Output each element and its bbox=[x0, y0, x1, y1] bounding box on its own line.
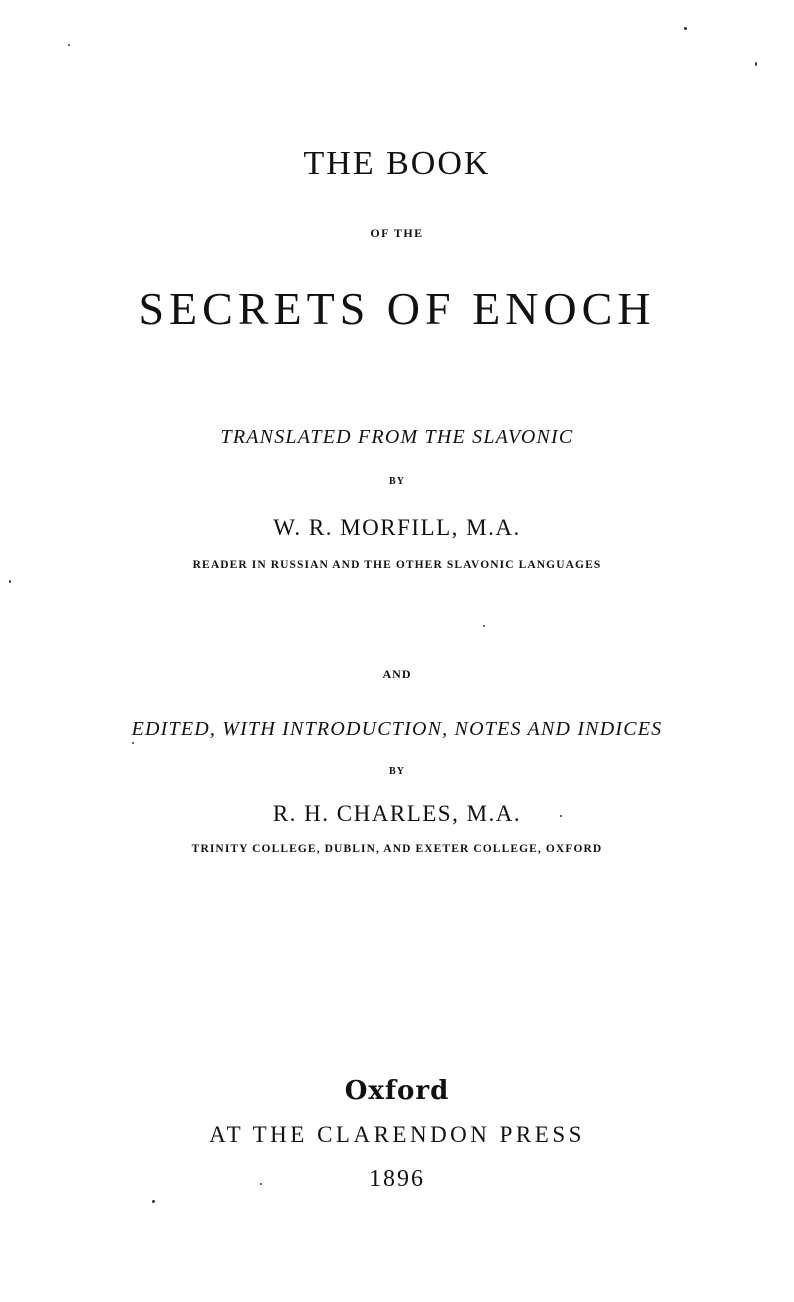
scan-speck bbox=[68, 44, 70, 46]
scan-speck bbox=[152, 1200, 155, 1203]
publication-year: 1896 bbox=[369, 1166, 425, 1192]
scan-speck bbox=[9, 580, 11, 583]
editor-affiliation: TRINITY COLLEGE, DUBLIN, AND EXETER COLLEGE, OXFORD bbox=[191, 843, 603, 855]
scan-speck bbox=[483, 625, 485, 627]
imprint-place: Oxford bbox=[344, 1076, 450, 1106]
title-line-2: SECRETS OF ENOCH bbox=[138, 283, 656, 334]
by-label-editor: BY bbox=[389, 766, 405, 777]
scan-speck bbox=[755, 62, 757, 66]
editor-name: R. H. CHARLES, M.A. bbox=[272, 801, 522, 826]
translator-name: W. R. MORFILL, M.A. bbox=[273, 515, 521, 540]
scan-speck bbox=[132, 742, 134, 744]
editing-note: EDITED, WITH INTRODUCTION, NOTES AND INDICES bbox=[131, 718, 663, 740]
scan-speck bbox=[560, 815, 562, 817]
title-line-1: THE BOOK bbox=[303, 145, 491, 182]
title-connector: OF THE bbox=[370, 226, 424, 240]
by-label-translator: BY bbox=[389, 476, 405, 487]
scan-speck bbox=[260, 1183, 262, 1185]
translation-note: TRANSLATED FROM THE SLAVONIC bbox=[220, 426, 574, 448]
translator-position: READER IN RUSSIAN AND THE OTHER SLAVONIC LANGUAGES bbox=[192, 559, 602, 571]
publisher: AT THE CLARENDON PRESS bbox=[209, 1122, 585, 1147]
conjunction: AND bbox=[382, 667, 412, 681]
scan-speck bbox=[684, 27, 687, 30]
